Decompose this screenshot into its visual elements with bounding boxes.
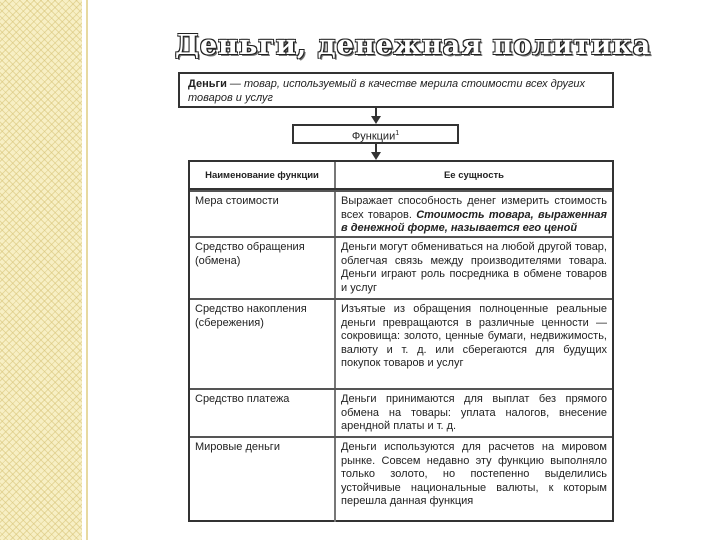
table-row	[190, 436, 612, 522]
slide-title: Деньги, денежная политика	[175, 30, 652, 61]
decorative-side-pattern	[0, 0, 82, 540]
definition-term: Деньги	[188, 78, 227, 90]
arrow-down-icon	[371, 116, 381, 124]
definition-text: — товар, используемый в качестве мерила стоимости всех других товаров и услуг	[188, 78, 586, 104]
functions-label: Функции	[351, 130, 396, 143]
functions-table	[188, 160, 614, 522]
functions-box	[292, 124, 459, 144]
table-header-row	[190, 162, 612, 190]
essence-emphasis: Стоимость товара, выраженная в денежной форме, называется его ценой	[341, 208, 607, 235]
function-essence	[336, 192, 612, 238]
header-function-name: Наименование функции	[205, 169, 319, 181]
function-essence: Деньги используются для расчетов на мировом рынке. Совсем недавно эту функцию выполняло только золото, но постепенно выделились устойчивые национальные валюты, к которым перешла данная функция	[341, 441, 607, 508]
function-essence: Деньги принимаются для выплат без прямого обмена на товары: уплата налогов, внесение арендной платы и т. д.	[341, 393, 607, 433]
function-name: Средство накопления (сбережения)	[195, 303, 307, 329]
functions-footnote: 1	[395, 130, 400, 137]
function-name: Мировые деньги	[195, 441, 280, 453]
table-row	[190, 236, 612, 300]
function-name: Средство платежа	[195, 393, 290, 405]
function-essence: Изъятые из обращения полноценные реальные деньги превращаются в различные ценности — сокровища: золото, ценные бумаги, недвижимость, валюту и т. д. или сберегаются для будущих покупок товаров и услуг	[341, 303, 607, 370]
essence-text: Выражает способность денег измерить стоимость всех товаров.	[341, 195, 607, 221]
table-row	[190, 298, 612, 390]
table-row	[190, 388, 612, 438]
definition-box	[178, 72, 614, 108]
function-essence: Деньги могут обмениваться на любой другой товар, облегчая связь между производителями товара. Деньги играют роль посредника в обмене товаров и услуг	[341, 241, 607, 294]
header-essence: Ее сущность	[443, 169, 505, 181]
table-row	[190, 190, 612, 238]
function-name: Мера стоимости	[195, 195, 279, 207]
decorative-divider	[86, 0, 88, 540]
arrow-down-icon	[371, 152, 381, 160]
function-name: Средство обращения (обмена)	[195, 241, 305, 267]
